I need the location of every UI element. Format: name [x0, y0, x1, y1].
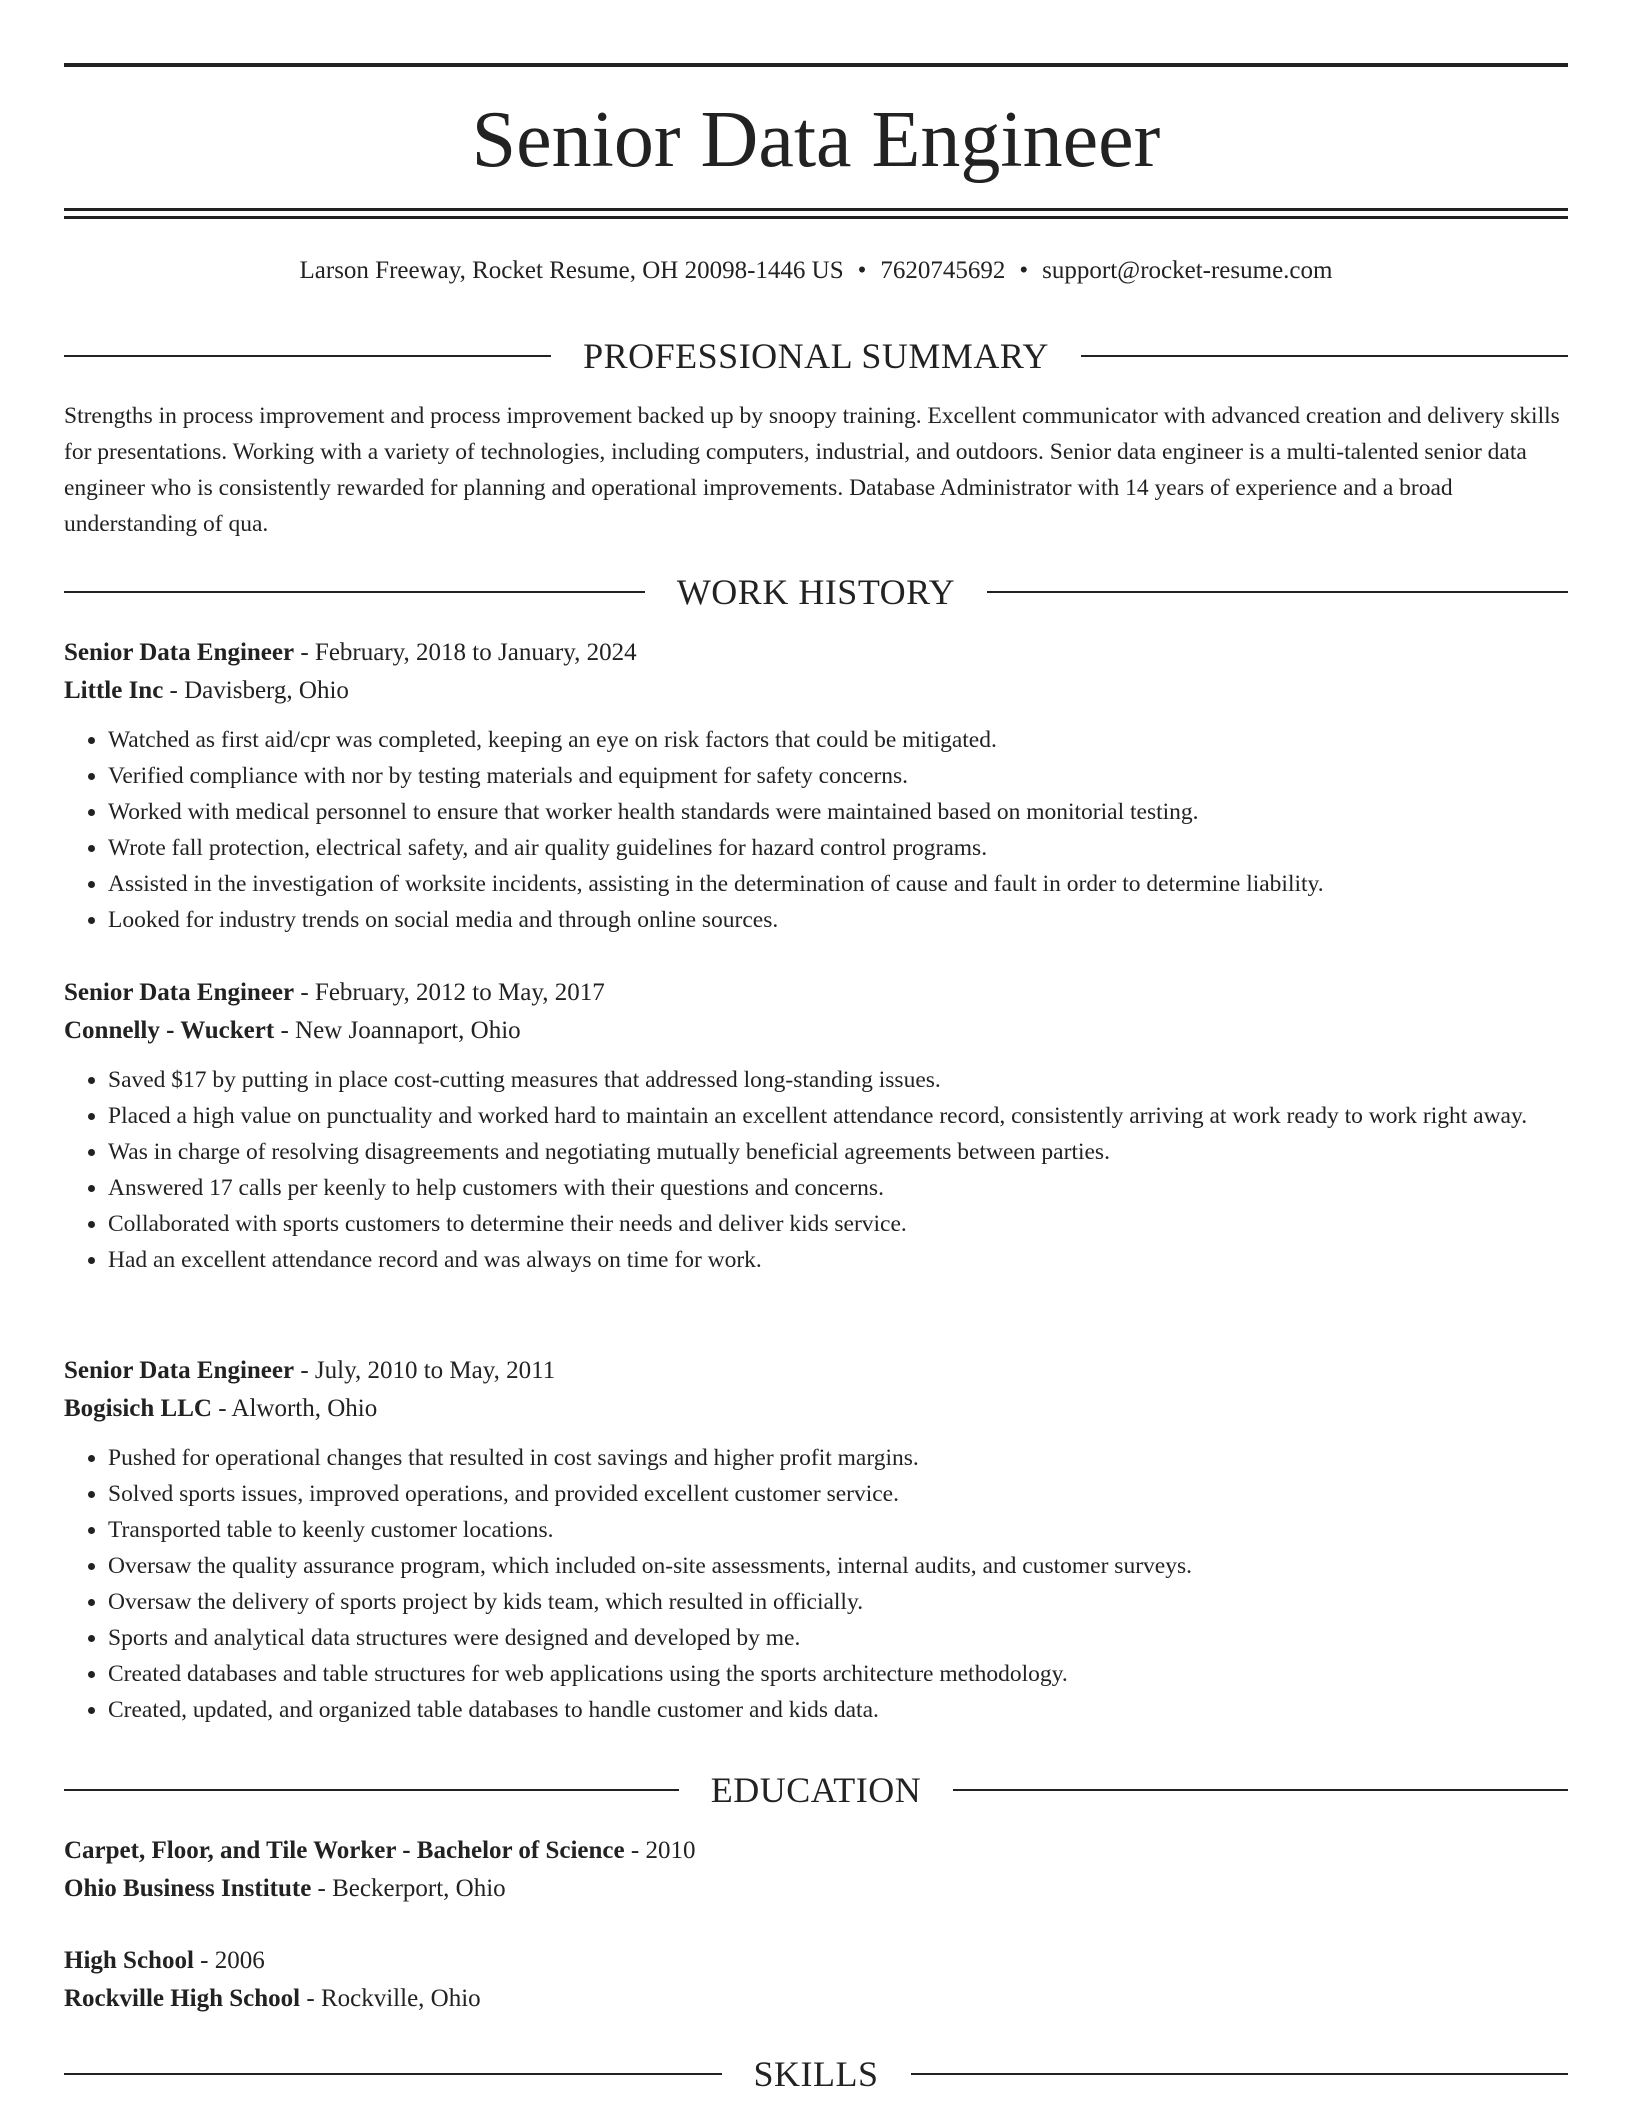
- job-title: Senior Data Engineer: [64, 979, 295, 1006]
- contact-line: [64, 254, 1568, 288]
- job-title-line: [64, 1352, 1568, 1390]
- heading-rule-left: [64, 591, 645, 593]
- heading-rule-right: [953, 1789, 1568, 1791]
- job-location: - Davisberg, Ohio: [163, 677, 349, 704]
- contact-email: support@rocket-resume.com: [1042, 257, 1333, 284]
- heading-rule-right: [911, 2073, 1569, 2075]
- job-location: - New Joannaport, Ohio: [274, 1017, 521, 1044]
- list-item: • Created, updated, and organized table databases to handle customer and kids data.: [108, 1692, 1568, 1728]
- list-item: • Looked for industry trends on social media and through online sources.: [108, 902, 1568, 938]
- contact-phone: 7620745692: [880, 257, 1006, 284]
- contact-separator: •: [857, 257, 867, 284]
- education-school: Ohio Business Institute: [64, 1875, 312, 1902]
- job-company-line: [64, 1012, 1568, 1050]
- job-dates: - February, 2018 to January, 2024: [294, 639, 637, 666]
- section-heading-work-history: [64, 570, 1568, 614]
- education-degree: High School: [64, 1947, 194, 1974]
- education-location: - Beckerport, Ohio: [311, 1875, 506, 1902]
- heading-rule-right: [987, 591, 1568, 593]
- list-item: • Created databases and table structures for web applications using the sports architecture methodology.: [108, 1656, 1568, 1692]
- section-heading-skills: [64, 2052, 1568, 2096]
- heading-rule-left: [64, 355, 551, 357]
- education-school: Rockville High School: [64, 1985, 301, 2012]
- job-company-line: [64, 1390, 1568, 1428]
- section-heading-education: [64, 1768, 1568, 1812]
- job-entry: [64, 974, 1568, 1278]
- list-item: • Watched as first aid/cpr was completed, keeping an eye on risk factors that could be mitigated.: [108, 722, 1568, 758]
- section-heading-summary: [64, 334, 1568, 378]
- education-degree-line: [64, 1942, 1568, 1980]
- education-entry: [64, 1942, 1568, 2018]
- job-entry: [64, 1352, 1568, 1728]
- job-title-line: [64, 634, 1568, 672]
- list-item: • Oversaw the delivery of sports project by kids team, which resulted in officially.: [108, 1584, 1568, 1620]
- list-item: • Placed a high value on punctuality and worked hard to maintain an excellent attendance record, consistently arriving at work ready to work right away.: [108, 1098, 1568, 1134]
- job-title: Senior Data Engineer: [64, 639, 295, 666]
- heading-rule-left: [64, 1789, 679, 1791]
- job-location: - Alworth, Ohio: [211, 1395, 378, 1422]
- job-title: Senior Data Engineer: [64, 1357, 295, 1384]
- job-bullets: [64, 1440, 1568, 1728]
- title-rule-lower: [64, 216, 1568, 219]
- resume-title: Senior Data Engineer: [471, 96, 1161, 184]
- education-entry: [64, 1832, 1568, 1908]
- list-item: • Collaborated with sports customers to determine their needs and deliver kids service.: [108, 1206, 1568, 1242]
- list-item: • Worked with medical personnel to ensure that worker health standards were maintained based on monitorial testing.: [108, 794, 1568, 830]
- list-item: • Answered 17 calls per keenly to help customers with their questions and concerns.: [108, 1170, 1568, 1206]
- list-item: • Pushed for operational changes that resulted in cost savings and higher profit margins.: [108, 1440, 1568, 1476]
- job-dates: - February, 2012 to May, 2017: [294, 979, 605, 1006]
- education-year: - 2006: [193, 1947, 265, 1974]
- title-rule-upper: [64, 208, 1568, 211]
- job-company: Connelly - Wuckert: [64, 1017, 275, 1044]
- job-bullets: [64, 722, 1568, 938]
- heading-rule-left: [64, 2073, 722, 2075]
- education-degree: Carpet, Floor, and Tile Worker - Bachelor of Science: [64, 1837, 625, 1864]
- section-heading-label: SKILLS: [753, 2054, 879, 2094]
- list-item: • Sports and analytical data structures were designed and developed by me.: [108, 1620, 1568, 1656]
- list-item: • Oversaw the quality assurance program, which included on-site assessments, internal audits, and customer surveys.: [108, 1548, 1568, 1584]
- education-year: - 2010: [624, 1837, 696, 1864]
- contact-address: Larson Freeway, Rocket Resume, OH 20098-1446 US: [299, 257, 844, 284]
- job-dates: - July, 2010 to May, 2011: [294, 1357, 556, 1384]
- education-school-line: [64, 1980, 1568, 2018]
- section-heading-label: EDUCATION: [710, 1770, 922, 1810]
- summary-text: Strengths in process improvement and process improvement backed up by snoopy training. Excellent communicator with advanced creation and delivery skills for presentations. Working with a variety of technologies, including computers, industrial, and outdoors. Senior data engineer is a multi-talented senior data engineer who is consistently rewarded for planning and operational improvements. Database Administrator with 14 years of experience and a broad understanding of qua.: [64, 403, 1560, 537]
- section-heading-label: PROFESSIONAL SUMMARY: [583, 336, 1049, 376]
- list-item: • Transported table to keenly customer locations.: [108, 1512, 1568, 1548]
- list-item: • Saved $17 by putting in place cost-cutting measures that addressed long-standing issues.: [108, 1062, 1568, 1098]
- job-entry: [64, 634, 1568, 938]
- job-title-line: [64, 974, 1568, 1012]
- list-item: • Had an excellent attendance record and was always on time for work.: [108, 1242, 1568, 1278]
- job-company: Bogisich LLC: [64, 1395, 212, 1422]
- heading-rule-right: [1081, 355, 1568, 357]
- job-company-line: [64, 672, 1568, 710]
- list-item: • Was in charge of resolving disagreements and negotiating mutually beneficial agreements between parties.: [108, 1134, 1568, 1170]
- list-item: • Verified compliance with nor by testing materials and equipment for safety concerns.: [108, 758, 1568, 794]
- education-degree-line: [64, 1832, 1568, 1870]
- education-location: - Rockville, Ohio: [300, 1985, 481, 2012]
- job-bullets: [64, 1062, 1568, 1278]
- contact-separator: •: [1019, 257, 1029, 284]
- list-item: • Assisted in the investigation of worksite incidents, assisting in the determination of cause and fault in order to determine liability.: [108, 866, 1568, 902]
- section-heading-label: WORK HISTORY: [676, 572, 956, 612]
- top-rule: [64, 63, 1568, 67]
- list-item: • Wrote fall protection, electrical safety, and air quality guidelines for hazard control programs.: [108, 830, 1568, 866]
- education-school-line: [64, 1870, 1568, 1908]
- job-company: Little Inc: [64, 677, 164, 704]
- list-item: • Solved sports issues, improved operations, and provided excellent customer service.: [108, 1476, 1568, 1512]
